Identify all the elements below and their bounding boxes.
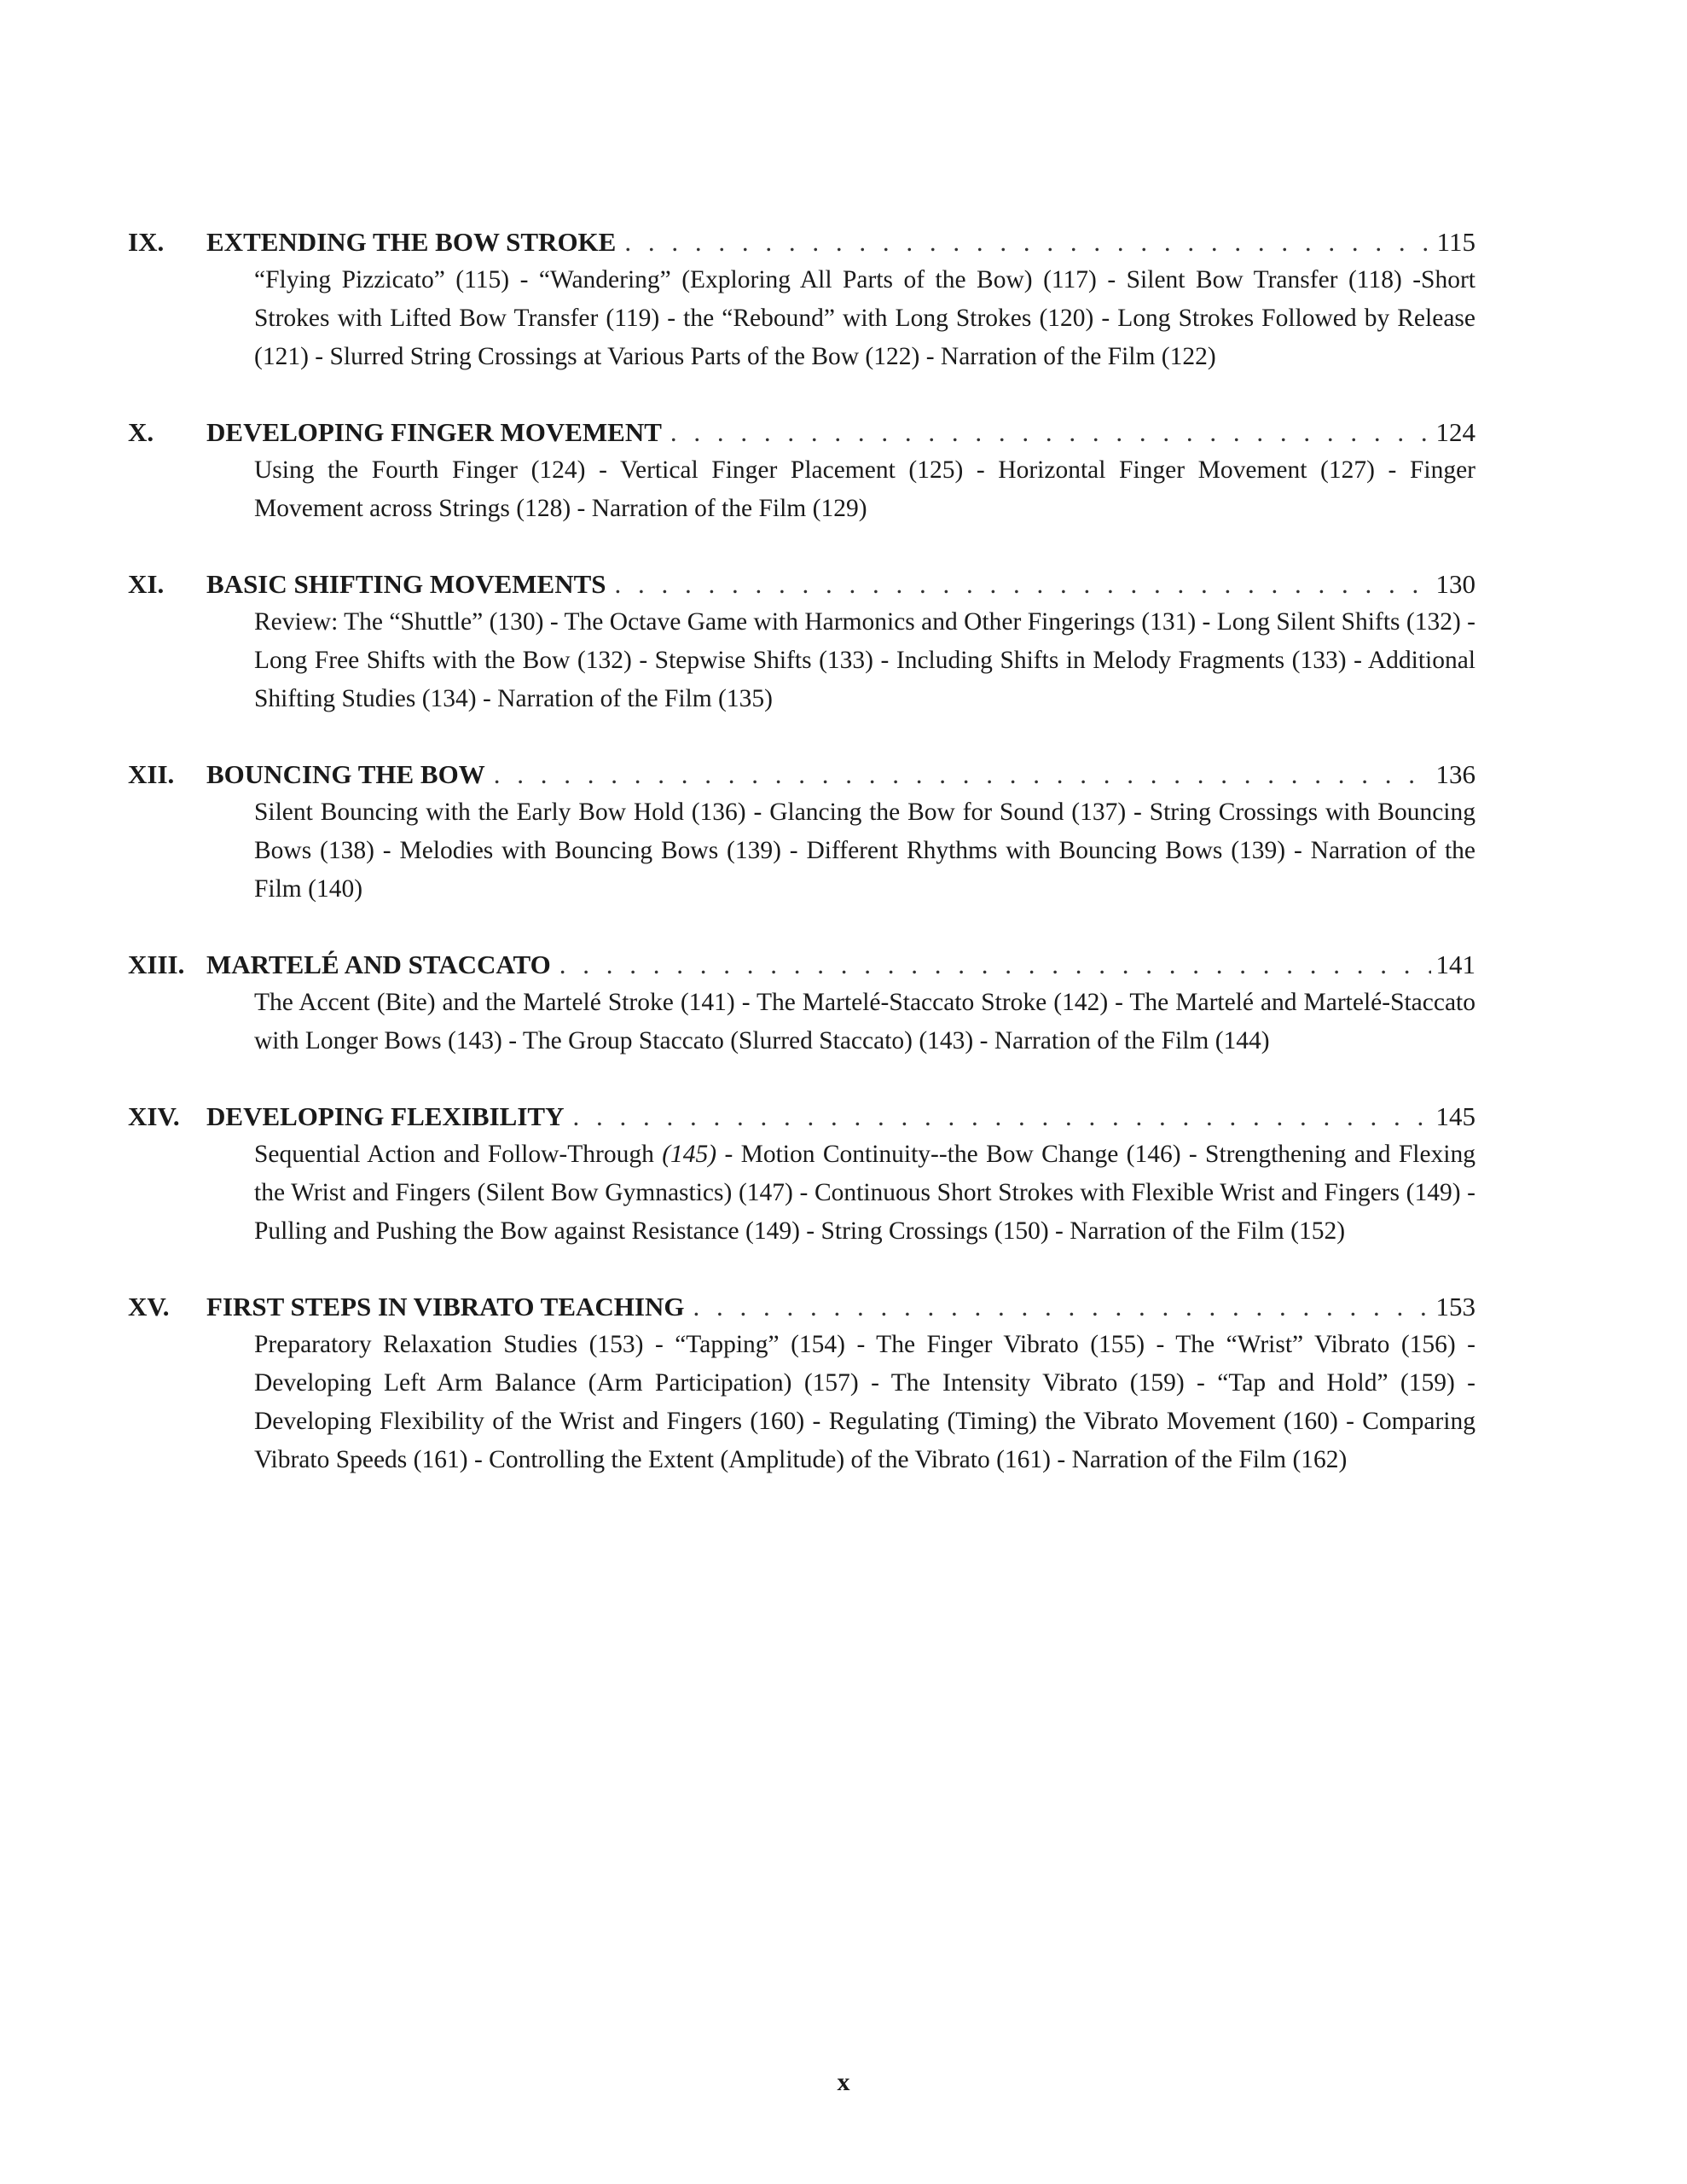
chapter-page-number: 136: [1435, 759, 1475, 789]
chapter-page-number: 153: [1435, 1292, 1475, 1321]
chapter-page-number: 130: [1435, 569, 1475, 599]
chapter-numeral: XV.: [128, 1292, 170, 1321]
chapter-page-number: 124: [1435, 417, 1475, 447]
description-text-end: - Motion Continuity--the Bow Change (146) - Strengthening and Flexing the Wrist and Fingers (Silent Bow Gymnastics) (147) - Continuous Short Strokes with Flexible Wrist and Fingers (149) - Pulling and Pushing the Bow against Resistance (149) - String Crossings (150) - Narration of the Film (152): [254, 1141, 1475, 1245]
chapter-heading: [128, 1288, 1475, 1326]
chapter-title: EXTENDING THE BOW STROKE: [206, 227, 617, 257]
dot-leader: [494, 756, 1431, 793]
chapter-description: [254, 1136, 1475, 1251]
chapter-numeral: X.: [128, 417, 154, 447]
chapter-page-number: 145: [1435, 1101, 1475, 1131]
chapter-title: DEVELOPING FLEXIBILITY: [206, 1101, 565, 1131]
chapter-heading: [128, 756, 1475, 793]
page-folio: x: [837, 2068, 850, 2096]
dot-leader: [559, 946, 1431, 984]
table-of-contents: [128, 224, 1475, 1517]
chapter-description: Review: The “Shuttle” (130) - The Octave Game with Harmonics and Other Fingerings (131) - Long Silent Shifts (132) - Long Free Shifts with the Bow (132) - Stepwise Shifts (133) - Including Shifts in Melody Fragments (133) - Additional Shifting Studies (134) - Narration of the Film (135): [254, 608, 1475, 712]
chapter-numeral: XIV.: [128, 1101, 180, 1131]
toc-entry-x: [128, 414, 1475, 528]
chapter-heading: [128, 566, 1475, 603]
chapter-description: Silent Bouncing with the Early Bow Hold (136) - Glancing the Bow for Sound (137) - String Crossings with Bouncing Bows (138) - Melodies with Bouncing Bows (139) - Different Rhythms with Bouncing Bows (139) - Narration of the Film (140): [254, 799, 1475, 903]
chapter-description: Using the Fourth Finger (124) - Vertical Finger Placement (125) - Horizontal Finger Movement (127) - Finger Movement across Strings (128) - Narration of the Film (129): [254, 456, 1475, 522]
dot-leader: [624, 224, 1431, 261]
chapter-heading: [128, 224, 1475, 261]
chapter-description: “Flying Pizzicato” (115) - “Wandering” (Exploring All Parts of the Bow) (117) - Silent Bow Transfer (118) -Short Strokes with Lifted Bow Transfer (119) - the “Rebound” with Long Strokes (120) - Long Strokes Followed by Release (121) - Slurred String Crossings at Various Parts of the Bow (122) - Narration of the Film (122): [254, 266, 1475, 370]
description-italic-page-ref: (145): [662, 1141, 717, 1168]
chapter-heading: [128, 1098, 1475, 1136]
toc-entry-xv: [128, 1288, 1475, 1479]
toc-entry-xiii: [128, 946, 1475, 1060]
chapter-title: FIRST STEPS IN VIBRATO TEACHING: [206, 1292, 685, 1321]
toc-entry-ix: [128, 224, 1475, 376]
chapter-heading: [128, 946, 1475, 984]
description-text-start: Sequential Action and Follow-Through: [254, 1141, 663, 1168]
chapter-title: BOUNCING THE BOW: [206, 759, 485, 789]
dot-leader: [693, 1288, 1430, 1326]
chapter-page-number: 141: [1435, 950, 1475, 979]
dot-leader: [615, 566, 1431, 603]
chapter-numeral: IX.: [128, 227, 165, 257]
toc-entry-xii: [128, 756, 1475, 909]
toc-entry-xi: [128, 566, 1475, 718]
dot-leader: [670, 414, 1431, 451]
chapter-title: MARTELÉ AND STACCATO: [206, 950, 551, 979]
chapter-title: DEVELOPING FINGER MOVEMENT: [206, 417, 662, 447]
chapter-title: BASIC SHIFTING MOVEMENTS: [206, 569, 606, 599]
dot-leader: [572, 1098, 1430, 1136]
chapter-numeral: XIII.: [128, 950, 185, 979]
chapter-description: The Accent (Bite) and the Martelé Stroke (141) - The Martelé-Staccato Stroke (142) - The Martelé and Martelé-Staccato with Longer Bows (143) - The Group Staccato (Slurred Staccato) (143) - Narration of the Film (144): [254, 989, 1475, 1054]
chapter-numeral: XI.: [128, 569, 165, 599]
chapter-description: Preparatory Relaxation Studies (153) - “Tapping” (154) - The Finger Vibrato (155) - The “Wrist” Vibrato (156) - Developing Left Arm Balance (Arm Participation) (157) - The Intensity Vibrato (159) - “Tap and Hold” (159) - Developing Flexibility of the Wrist and Fingers (160) - Regulating (Timing) the Vibrato Movement (160) - Comparing Vibrato Speeds (161) - Controlling the Extent (Amplitude) of the Vibrato (161) - Narration of the Film (162): [254, 1331, 1475, 1473]
toc-entry-xiv: [128, 1098, 1475, 1251]
chapter-heading: [128, 414, 1475, 451]
chapter-numeral: XII.: [128, 759, 175, 789]
chapter-page-number: 115: [1436, 227, 1475, 257]
